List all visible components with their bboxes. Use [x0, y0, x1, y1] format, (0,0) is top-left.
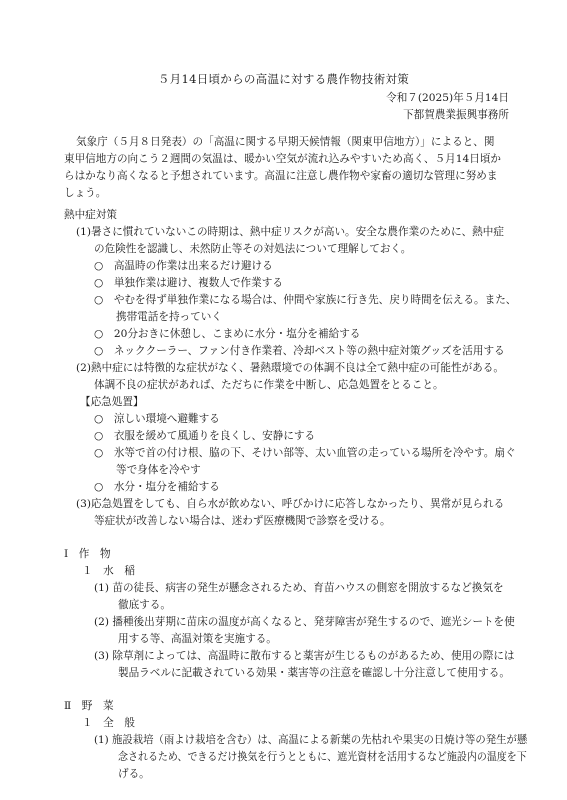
- heatstroke-heading: 熱中症対策: [64, 209, 117, 221]
- first-aid-bullet: 等で身体を冷やす: [116, 464, 201, 476]
- prevention-bullet: 携帯電話を持っていく: [116, 311, 222, 323]
- first-aid-heading: 【応急処置】: [80, 396, 144, 408]
- first-aid-bullet: ○ 衣服を緩めて風通りを良くし、安静にする: [94, 430, 316, 442]
- section-1-heading: Ⅰ 作 物: [64, 548, 111, 560]
- heatstroke-item-2: 体調不良の症状があれば、ただちに作業を中断し、応急処置をとること。: [94, 379, 444, 391]
- prevention-bullet: ○ やむを得ず単独作業になる場合は、仲間や家族に行き先、戻り時間を伝える。また、: [94, 294, 517, 306]
- vegetable-item: (1) 施設栽培（雨よけ栽培を含む）は、高温による新葉の先枯れや果実の日焼け等の発生が懸: [94, 734, 528, 746]
- rice-item: (3) 除草剤によっては、高温時に散布すると薬害が生じるものがあるため、使用の際には: [94, 650, 515, 662]
- prevention-bullet: ○ 20分おきに休憩し、こまめに水分・塩分を補給する: [94, 328, 361, 340]
- heatstroke-item-3: (3)応急処置をしても、自ら水が飲めない、呼びかけに応答しなかったり、異常が見られる: [76, 498, 505, 510]
- section-2-heading: Ⅱ 野 菜: [64, 700, 114, 712]
- first-aid-bullet: ○ 水分・塩分を補給する: [94, 481, 220, 493]
- vegetable-item: 念されるため、できるだけ換気を行うとともに、遮光資材を活用するなど施設内の温度を下: [118, 751, 527, 763]
- intro-line: しょう。: [64, 187, 107, 199]
- rice-item: 用する等、高温対策を実施する。: [118, 633, 277, 645]
- document-title: ５月14日頃からの高温に対する農作物技術対策: [157, 72, 410, 86]
- rice-item: 製品ラベルに記載されている効果・薬害等の注意を確認し十分注意して使用する。: [118, 667, 510, 679]
- heatstroke-item-1: (1)暑さに慣れていないこの時期は、熱中症リスクが高い。安全な農作業のために、熱中症: [76, 226, 504, 238]
- intro-line: 東甲信地方の向こう２週間の気温は、暖かい空気が流れ込みやすいため高く、５月14日頃か: [64, 153, 502, 165]
- intro-line: 気象庁（５月８日発表）の「高温に関する早期天候情報（関東甲信地方）」によると、関: [76, 136, 495, 148]
- heatstroke-item-3: 等症状が改善しない場合は、迷わず医療機関で診察を受ける。: [94, 515, 391, 527]
- rice-item: 徹底する。: [118, 599, 171, 611]
- rice-item: (1) 苗の徒長、病害の発生が懸念されるため、育苗ハウスの側窓を開放するなど換気を: [94, 582, 504, 594]
- first-aid-bullet: ○ 氷等で首の付け根、脇の下、そけい部等、太い血管の走っている場所を冷やす。扇ぐ: [94, 447, 516, 459]
- document-date: 令和７(2025)年５月14日: [386, 92, 509, 104]
- heatstroke-item-2: (2)熱中症には特徴的な症状がなく、暑熱環境での体調不良は全て熱中症の可能性がある。: [76, 362, 504, 374]
- prevention-bullet: ○ 高温時の作業は出来るだけ避ける: [94, 260, 273, 272]
- first-aid-bullet: ○ 涼しい環境へ避難する: [94, 413, 220, 425]
- vegetable-item: げる。: [118, 768, 150, 780]
- section-2-subheading: １ 全 般: [82, 717, 135, 729]
- rice-item: (2) 播種後出芽期に苗床の温度が高くなると、発芽障害が発生するので、遮光シートを使: [94, 616, 515, 628]
- issuing-office: 下都賀農業振興事務所: [403, 109, 509, 121]
- heatstroke-item-1: の危険性を認識し、未然防止等その対処法について理解しておく。: [94, 243, 412, 255]
- section-1-subheading: １ 水 稲: [82, 565, 135, 577]
- intro-line: らはかなり高くなると予想されています。高温に注意し農作物や家畜の適切な管理に努めま: [64, 170, 498, 182]
- prevention-bullet: ○ 単独作業は避け、複数人で作業する: [94, 277, 283, 289]
- prevention-bullet: ○ ネッククーラー、ファン付き作業着、冷却ベスト等の熱中症対策グッズを活用する: [94, 345, 505, 357]
